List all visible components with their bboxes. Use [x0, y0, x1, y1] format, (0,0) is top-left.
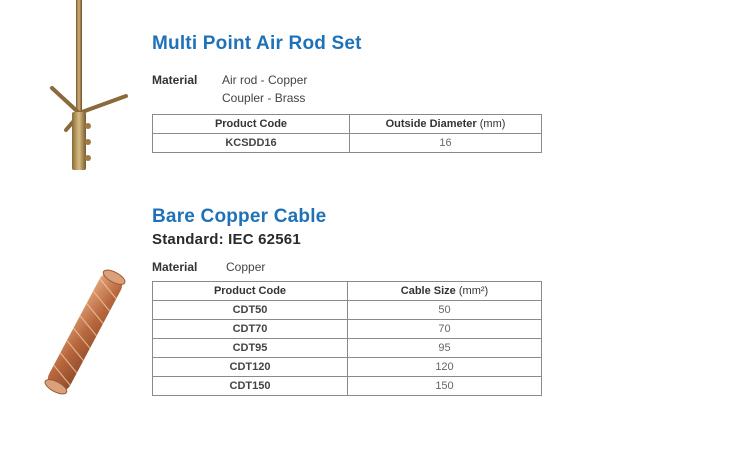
header-outside-diameter — [350, 115, 542, 134]
value-cell: 95 — [348, 339, 542, 358]
table-row — [153, 320, 542, 339]
header-cable-size — [348, 282, 542, 301]
material-label-air-rod: Material — [152, 73, 198, 87]
table-header-row — [153, 282, 542, 301]
value-cell: 150 — [348, 377, 542, 396]
value-cell: 120 — [348, 358, 542, 377]
air-rod-image — [30, 0, 140, 175]
material-label-copper-cable: Material — [152, 260, 198, 274]
header-product-code — [153, 115, 350, 134]
product-code-cell: CDT70 — [153, 320, 348, 339]
material-line: Copper — [226, 260, 266, 274]
table-row — [153, 301, 542, 320]
header-text: Product Code — [214, 118, 288, 130]
material-value-copper-cable — [226, 258, 265, 276]
material-line: Air rod - Copper — [222, 73, 308, 87]
product-code-cell: CDT120 — [153, 358, 348, 377]
section-title-air-rod: Multi Point Air Rod Set — [152, 33, 362, 54]
copper-cable-spec-table — [152, 281, 542, 396]
header-text: Product Code — [213, 285, 287, 297]
air-rod-spec-table — [152, 114, 542, 153]
header-unit: (mm²) — [458, 285, 489, 297]
table-header-row — [153, 115, 542, 134]
table-row — [153, 377, 542, 396]
value-cell: 16 — [350, 134, 542, 153]
copper-cable-icon — [25, 262, 145, 402]
header-text: Outside Diameter — [385, 118, 477, 130]
product-code-cell: CDT150 — [153, 377, 348, 396]
table-row — [153, 134, 542, 153]
copper-cable-image — [25, 262, 145, 402]
product-code-cell: KCSDD16 — [153, 134, 350, 153]
material-value-air-rod — [222, 71, 307, 107]
material-line: Coupler - Brass — [222, 91, 306, 105]
table-row — [153, 358, 542, 377]
value-cell: 70 — [348, 320, 542, 339]
value-cell: 50 — [348, 301, 542, 320]
air-rod-icon — [30, 0, 140, 175]
product-code-cell: CDT50 — [153, 301, 348, 320]
table-row — [153, 339, 542, 358]
header-unit: (mm) — [479, 118, 506, 130]
header-text: Cable Size — [400, 285, 456, 297]
header-product-code — [153, 282, 348, 301]
product-code-cell: CDT95 — [153, 339, 348, 358]
section-subtitle-standard: Standard: IEC 62561 — [152, 231, 301, 248]
section-title-copper-cable: Bare Copper Cable — [152, 206, 327, 227]
